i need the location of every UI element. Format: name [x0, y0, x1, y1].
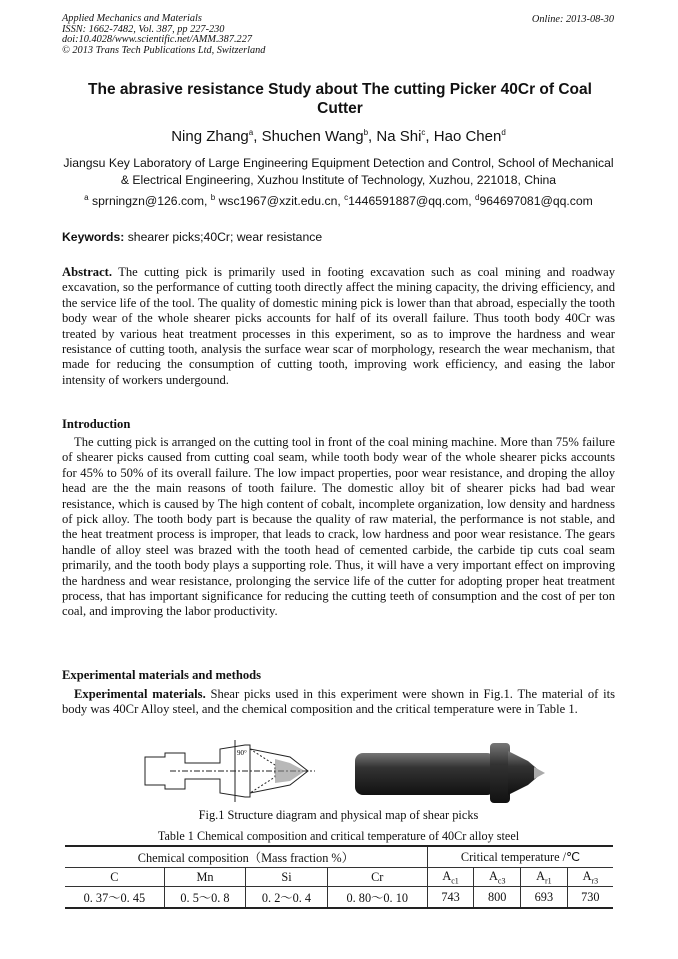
copyright: © 2013 Trans Tech Publications Ltd, Switzerland	[62, 44, 266, 56]
table-col: C	[65, 868, 164, 887]
section-heading-introduction: Introduction	[62, 417, 131, 431]
table-col: Mn	[164, 868, 246, 887]
email-link[interactable]: 1446591887@qq.com,	[348, 194, 472, 209]
table-cell: 0. 5～0. 8	[164, 887, 246, 909]
journal-name: Applied Mechanics and Materials	[62, 13, 202, 24]
email-sup: a	[84, 193, 89, 202]
email-sup: d	[475, 193, 480, 202]
composition-table	[65, 845, 613, 909]
pick-photo	[350, 735, 550, 810]
section-heading-methods: Experimental materials and methods	[62, 668, 262, 682]
introduction-text: The cutting pick is arranged on the cutting tool in front of the coal mining machine. More than 75% failure of shearer picks caused from cutting coal seam, while tooth body wear of the whole shearer picks accounts for 45% to 50% of its overall failure. The low impact properties, poor wear resistance, and droping the alloy head are the the main reasons of tooth failure. The domestic alloy bit of shearer picks had bad wear resistance, which is caused by The high content of cobalt, incomplete organization, low density and hardness of pick alloy. The tooth body part is because the quality of raw material, the performance is not stable, and the heat treatment process is improper, that leads to crack, low hardness and poor wear resistance. The gears handle of alloy steel was brazed with the tooth head of cemented carbide, the carbide tip cuts coal seam primarily, and the tooth body plays a supporting role. Thus, it will have a very important effect on improving the hardness and wear resistance, prolonging the service life of the cutter for adopting proper heat treatment process, that has important significance for reducing the cutting teeth of consumption and the cost of per ton coal, and improving the labor productivity.	[62, 435, 615, 619]
subheading: Experimental materials.	[74, 687, 206, 701]
table-cell: 730	[567, 887, 613, 909]
email-sup: b	[210, 193, 216, 202]
issn: ISSN: 1662-7482, Vol. 387, pp 227-230	[62, 23, 225, 35]
angle-label: 90°	[237, 749, 247, 757]
table-cell: 0. 2～0. 4	[246, 887, 328, 909]
carbide-tip	[275, 759, 305, 783]
table-cell: 800	[474, 887, 521, 909]
email-link[interactable]: wsc1967@xzit.edu.cn,	[218, 194, 341, 209]
author-sup: d	[501, 128, 506, 137]
table-caption: Table 1 Chemical composition and critical temperature of 40Cr alloy steel	[157, 829, 520, 843]
table-cell: 743	[427, 887, 474, 909]
table-col: $A_{c3}$	[474, 868, 521, 887]
table-col: $A_{r3}$	[567, 868, 613, 887]
email-link[interactable]: 964697081@qq.com	[479, 194, 593, 209]
methods-text	[62, 687, 615, 718]
table-col: Si	[246, 868, 328, 887]
authors: Ning Zhang$^a$, Shuchen Wang$^b$, Na Shi$^c$, Hao Chen$^d$	[171, 128, 506, 145]
table-row	[65, 887, 613, 909]
journal-header	[62, 14, 265, 56]
author-name: Ning Zhang	[171, 128, 249, 145]
abstract-text: The cutting pick is primarily used in footing excavation such as coal mining and roadway excavation, so the performance of cutting tooth directly affect the mining capacity, the driving efficiency, and the service life of the tool. The quality of domestic mining pick is lower than that abroad, especially the tooth body wear of the whole shearer picks accounts for half of its overall failure. Thus tooth body 40Cr was treated by various heat treatment processes in this experiment, so as to improve the hardness and wear resistance of cutting tooth, analysis the surface wear scar of morphology, research the wear mechanism, that made for reducing the consumption of cutting tooth, improving work efficiency, and easing the labor intensity of workers undergound.	[62, 265, 615, 387]
table-group-header: Critical temperature /℃	[427, 846, 613, 868]
table-column-row	[65, 868, 613, 887]
methods-body: Shear picks used in this experiment were shown in Fig.1. The material of its body was 40Cr Alloy steel, and the chemical composition and the critical temperature were in Table 1.	[62, 687, 615, 717]
abstract-label: Abstract.	[62, 265, 113, 279]
email-sup: c	[344, 193, 349, 202]
table-col: $A_{c1}$	[427, 868, 474, 887]
table-cell: 0. 80～0. 10	[327, 887, 427, 909]
doi: doi:10.4028/www.scientific.net/AMM.387.227	[62, 34, 252, 46]
table-group-header: Chemical composition（Mass fraction %）	[65, 846, 427, 868]
online-date: Online: 2013-08-30	[531, 14, 614, 25]
table-cell: 693	[521, 887, 568, 909]
paper-title: The abrasive resistance Study about The cutting Picker 40Cr of Coal Cutter	[88, 81, 592, 117]
structure-diagram	[140, 735, 320, 810]
abstract	[62, 265, 615, 388]
author-name: Hao Chen	[433, 128, 502, 145]
table-col: Cr	[327, 868, 427, 887]
emails	[62, 193, 615, 208]
keywords-text: shearer picks;40Cr; wear resistance	[124, 230, 323, 244]
author-sup: c	[421, 128, 426, 137]
email-link[interactable]: sprningzn@126.com,	[92, 194, 208, 209]
author-name: Shuchen Wang	[261, 128, 364, 145]
figure-caption: Fig.1 Structure diagram and physical map of shear picks	[198, 808, 479, 822]
table-col: $A_{r1}$	[521, 868, 568, 887]
table-header-row	[65, 846, 613, 868]
author-name: Na Shi	[376, 128, 422, 145]
affiliation: Jiangsu Key Laboratory of Large Engineering Equipment Detection and Control, School of Mechanical & Electrical Engineering, Xuzhou Institute of Technology, Xuzhou, 221018, China	[63, 156, 614, 187]
keywords	[62, 230, 322, 244]
keywords-label: Keywords:	[62, 230, 125, 244]
author-sup: b	[363, 128, 369, 137]
table-cell: 0. 37～0. 45	[65, 887, 164, 909]
author-sup: a	[248, 128, 254, 137]
